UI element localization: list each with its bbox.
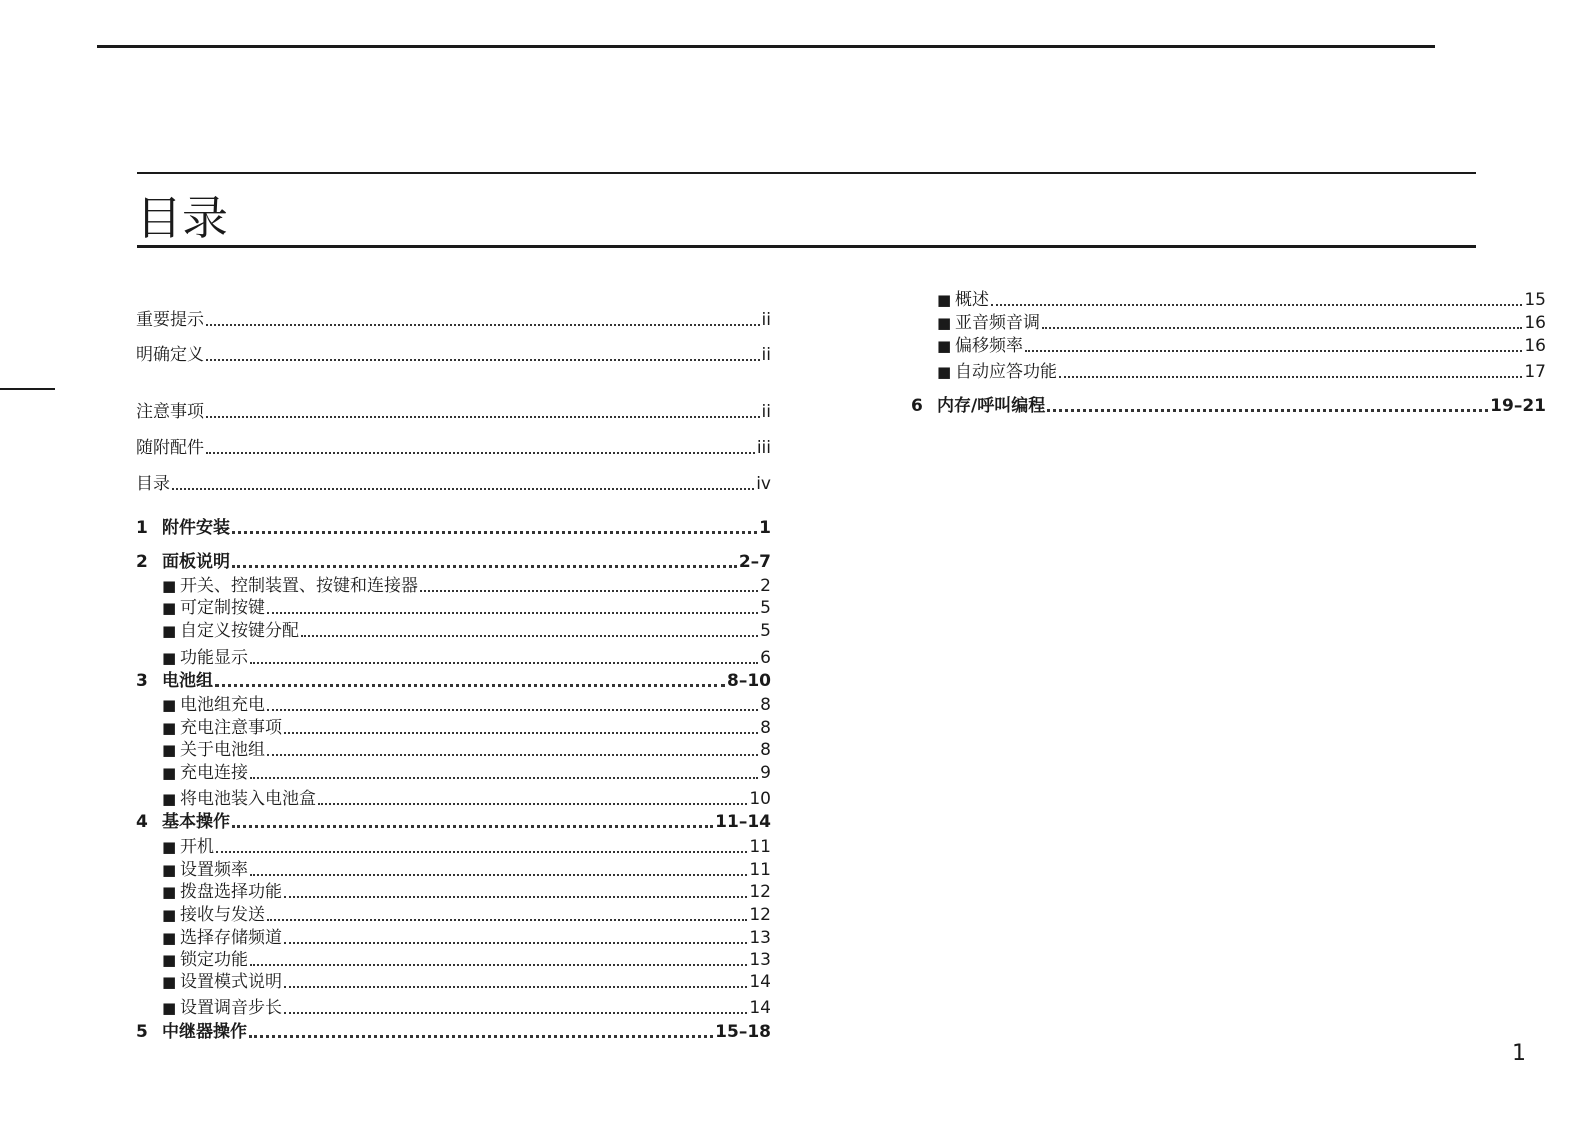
toc-section[interactable] <box>162 881 771 903</box>
dot-leader <box>250 874 747 876</box>
toc-chapter-number: 4 <box>136 812 148 832</box>
toc-page-number: 17 <box>1524 362 1546 382</box>
toc-label: 开关、控制装置、按键和连接器 <box>180 576 418 596</box>
square-bullet-icon: ■ <box>162 906 177 924</box>
toc-section[interactable] <box>162 971 771 993</box>
toc-section[interactable] <box>937 335 1546 357</box>
toc-section[interactable] <box>162 717 771 739</box>
dot-leader <box>249 1035 713 1038</box>
toc-page-number: 5 <box>760 621 771 641</box>
toc-label: 可定制按键 <box>180 598 265 618</box>
toc-label: 附件安装 <box>162 518 230 538</box>
toc-page-number: 12 <box>749 882 771 902</box>
dot-leader <box>216 851 747 853</box>
toc-entry[interactable] <box>136 473 771 495</box>
dot-leader <box>267 919 747 921</box>
toc-chapter[interactable] <box>136 811 771 833</box>
square-bullet-icon: ■ <box>162 883 177 901</box>
toc-chapter[interactable] <box>136 551 771 573</box>
toc-label: 电池组充电 <box>180 695 265 715</box>
dot-leader <box>250 777 758 779</box>
dot-leader <box>232 531 757 534</box>
dot-leader <box>250 964 747 966</box>
square-bullet-icon: ■ <box>937 363 952 381</box>
toc-page-number: 8–10 <box>727 671 771 691</box>
toc-page-number: 19–21 <box>1490 396 1546 416</box>
dot-leader <box>1047 409 1488 412</box>
toc-label: 偏移频率 <box>955 336 1023 356</box>
toc-section[interactable] <box>162 597 771 619</box>
square-bullet-icon: ■ <box>162 929 177 947</box>
toc-label: 设置频率 <box>180 860 248 880</box>
toc-label: 关于电池组 <box>180 740 265 760</box>
dot-leader <box>420 590 758 592</box>
toc-page-number: 9 <box>760 763 771 783</box>
toc-page-number: 8 <box>760 718 771 738</box>
toc-label: 开机 <box>180 837 214 857</box>
toc-chapter-number: 2 <box>136 552 148 572</box>
toc-label: 锁定功能 <box>180 950 248 970</box>
dot-leader <box>301 635 758 637</box>
title-top-rule <box>137 172 1476 174</box>
toc-page-number: 6 <box>760 648 771 668</box>
toc-chapter[interactable] <box>136 1021 771 1043</box>
toc-label: 功能显示 <box>180 648 248 668</box>
dot-leader <box>284 986 747 988</box>
toc-section[interactable] <box>162 859 771 881</box>
toc-label: 自动应答功能 <box>955 362 1057 382</box>
toc-page-number: 14 <box>749 972 771 992</box>
square-bullet-icon: ■ <box>162 764 177 782</box>
toc-page-number: 5 <box>760 598 771 618</box>
toc-page-number: 8 <box>760 695 771 715</box>
toc-label: 面板说明 <box>162 552 230 572</box>
dot-leader <box>267 612 758 614</box>
toc-label: 自定义按键分配 <box>180 621 299 641</box>
dot-leader <box>284 942 747 944</box>
square-bullet-icon: ■ <box>162 696 177 714</box>
toc-page-number: 16 <box>1524 336 1546 356</box>
square-bullet-icon: ■ <box>162 741 177 759</box>
toc-page-number: 2 <box>760 576 771 596</box>
toc-page-number: 15 <box>1524 290 1546 310</box>
square-bullet-icon: ■ <box>162 649 177 667</box>
toc-page-number: 8 <box>760 740 771 760</box>
toc-page-number: ii <box>761 345 771 365</box>
toc-chapter-number: 3 <box>136 671 148 691</box>
page-number: 1 <box>1512 1041 1526 1066</box>
title-bottom-rule <box>137 245 1476 248</box>
toc-label: 亚音频音调 <box>955 313 1040 333</box>
toc-label: 设置调音步长 <box>180 998 282 1018</box>
toc-label: 明确定义 <box>136 345 204 365</box>
dot-leader <box>215 684 725 687</box>
toc-label: 选择存储频道 <box>180 928 282 948</box>
margin-mark <box>0 388 55 390</box>
dot-leader <box>172 488 754 490</box>
dot-leader <box>284 732 758 734</box>
dot-leader <box>1059 376 1522 378</box>
dot-leader <box>206 324 760 326</box>
toc-section[interactable] <box>162 997 771 1019</box>
toc-page-number: iv <box>756 474 771 494</box>
dot-leader <box>206 452 755 454</box>
toc-label: 中继器操作 <box>162 1022 247 1042</box>
dot-leader <box>267 754 758 756</box>
square-bullet-icon: ■ <box>162 790 177 808</box>
toc-entry[interactable] <box>136 309 771 331</box>
square-bullet-icon: ■ <box>162 838 177 856</box>
toc-label: 注意事项 <box>136 402 204 422</box>
toc-page-number: 11–14 <box>715 812 771 832</box>
toc-label: 拨盘选择功能 <box>180 882 282 902</box>
toc-section[interactable] <box>162 739 771 761</box>
toc-page-number: 15–18 <box>715 1022 771 1042</box>
dot-leader <box>267 709 758 711</box>
toc-label: 基本操作 <box>162 812 230 832</box>
toc-page-number: 16 <box>1524 313 1546 333</box>
toc-entry[interactable] <box>136 401 771 423</box>
square-bullet-icon: ■ <box>162 999 177 1017</box>
toc-chapter-number: 6 <box>911 396 923 416</box>
square-bullet-icon: ■ <box>162 951 177 969</box>
square-bullet-icon: ■ <box>937 291 952 309</box>
square-bullet-icon: ■ <box>162 719 177 737</box>
toc-section[interactable] <box>162 927 771 949</box>
toc-chapter-number: 5 <box>136 1022 148 1042</box>
toc-page-number: 12 <box>749 905 771 925</box>
toc-section[interactable] <box>162 647 771 669</box>
toc-section[interactable] <box>162 836 771 858</box>
toc-chapter[interactable] <box>911 395 1546 417</box>
toc-chapter-number: 1 <box>136 518 148 538</box>
toc-section[interactable] <box>162 620 771 642</box>
toc-label: 充电连接 <box>180 763 248 783</box>
toc-page-number: ii <box>761 402 771 422</box>
toc-section[interactable] <box>937 312 1546 334</box>
toc-section[interactable] <box>162 762 771 784</box>
toc-section[interactable] <box>162 575 771 597</box>
toc-label: 重要提示 <box>136 310 204 330</box>
dot-leader <box>1042 327 1522 329</box>
toc-section[interactable] <box>937 289 1546 311</box>
toc-section[interactable] <box>162 904 771 926</box>
toc-page-number: iii <box>756 438 771 458</box>
dot-leader <box>250 662 758 664</box>
toc-label: 电池组 <box>162 671 213 691</box>
toc-page-number: 13 <box>749 950 771 970</box>
toc-page-number: 13 <box>749 928 771 948</box>
toc-section[interactable] <box>162 788 771 810</box>
toc-label: 内存/呼叫编程 <box>937 396 1046 416</box>
dot-leader <box>206 416 760 418</box>
toc-page-number: 11 <box>749 837 771 857</box>
toc-entry[interactable] <box>136 344 771 366</box>
toc-section[interactable] <box>162 949 771 971</box>
toc-chapter[interactable] <box>136 517 771 539</box>
toc-page-number: 11 <box>749 860 771 880</box>
toc-page-number: 10 <box>749 789 771 809</box>
toc-page-number: ii <box>761 310 771 330</box>
dot-leader <box>284 1012 747 1014</box>
toc-label: 概述 <box>955 290 989 310</box>
square-bullet-icon: ■ <box>162 861 177 879</box>
dot-leader <box>1025 350 1522 352</box>
toc-page-number: 14 <box>749 998 771 1018</box>
toc-label: 设置模式说明 <box>180 972 282 992</box>
dot-leader <box>284 896 747 898</box>
page-title: 目录 <box>136 191 228 245</box>
square-bullet-icon: ■ <box>162 599 177 617</box>
square-bullet-icon: ■ <box>937 337 952 355</box>
square-bullet-icon: ■ <box>162 622 177 640</box>
toc-section[interactable] <box>162 694 771 716</box>
dot-leader <box>991 304 1522 306</box>
dot-leader <box>232 825 713 828</box>
dot-leader <box>232 565 737 568</box>
toc-label: 目录 <box>136 474 170 494</box>
dot-leader <box>206 359 760 361</box>
toc-page-number: 1 <box>759 518 771 538</box>
dot-leader <box>318 803 747 805</box>
toc-label: 充电注意事项 <box>180 718 282 738</box>
toc-label: 将电池装入电池盒 <box>180 789 316 809</box>
toc-page-number: 2–7 <box>738 552 771 572</box>
toc-entry[interactable] <box>136 437 771 459</box>
toc-label: 接收与发送 <box>180 905 265 925</box>
square-bullet-icon: ■ <box>162 973 177 991</box>
toc-label: 随附配件 <box>136 438 204 458</box>
square-bullet-icon: ■ <box>162 577 177 595</box>
toc-chapter[interactable] <box>136 670 771 692</box>
toc-section[interactable] <box>937 361 1546 383</box>
square-bullet-icon: ■ <box>937 314 952 332</box>
top-rule <box>97 45 1435 48</box>
